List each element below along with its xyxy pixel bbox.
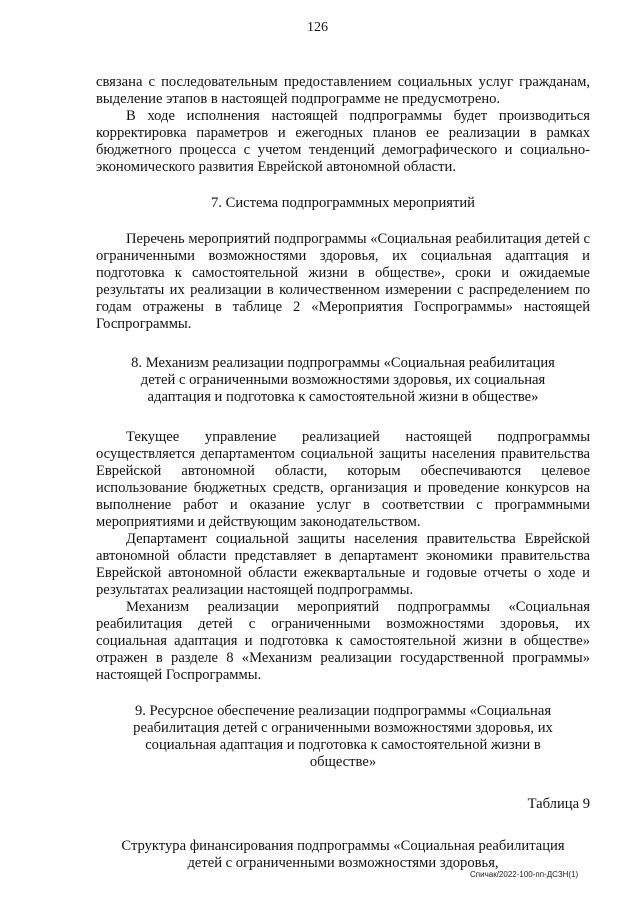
table-title: Структура финансирования подпрограммы «Социальная реабилитация детей с ограниченными возможностями здоровья, xyxy=(121,838,565,871)
section-9-heading: 9. Ресурсное обеспечение реализации подпрограммы «Социальная реабилитация детей с ограниченными возможностями здоровья, их социальная адаптация и подготовка к самостоятельной жизни в обществе» xyxy=(133,703,553,770)
paragraph-activities-list: Перечень мероприятий подпрограммы «Социальная реабилитация детей с ограниченными возможностями здоровья, их социальная адаптация и подготовка к самостоятельной жизни в обществе», сроки и ожидаемые результаты их реализации в количественном измерении с распределением по годам отражены в таблице 2 «Мероприятия Госпрограммы» настоящей Госпрограммы. xyxy=(96,231,590,332)
paragraph-mechanism: Механизм реализации мероприятий подпрограммы «Социальная реабилитация детей с ограниченными возможностями здоровья, их социальная адаптация и подготовка к самостоятельной жизни в обществе» отражен в разделе 8 «Механизм реализации государственной программы» настоящей Госпрограммы. xyxy=(96,599,590,683)
document-body xyxy=(96,74,590,872)
document-footer-code: Спичак/2022-100-пп-ДСЗН(1) xyxy=(470,870,579,879)
section-7-heading: 7. Система подпрограммных мероприятий xyxy=(211,195,475,211)
paragraph-reports: Департамент социальной защиты населения правительства Еврейской автономной области представляет в департамент экономики правительства Еврейской автономной области ежеквартальные и годовые отчеты о ходе и результатах реализации настоящей подпрограммы. xyxy=(96,531,590,598)
table-label: Таблица 9 xyxy=(527,796,590,812)
page-number: 126 xyxy=(307,20,328,35)
paragraph-continuation: связана с последовательным предоставлением социальных услуг гражданам, выделение этапов в настоящей подпрограмме не предусмотрено. xyxy=(96,74,590,107)
paragraph-management: Текущее управление реализацией настоящей подпрограммы осуществляется департаментом социальной защиты населения правительства Еврейской автономной области, которым обеспечиваются целевое использование бюджетных средств, организация и проведение конкурсов на выполнение работ и оказание услуг в соответствии с программными мероприятиями и действующим законодательством. xyxy=(96,429,590,530)
paragraph-correction: В ходе исполнения настоящей подпрограммы будет производиться корректировка параметров и ежегодных планов ее реализации в рамках бюджетного процесса с учетом тенденций демографического и социально-экономического развития Еврейской автономной области. xyxy=(96,108,590,175)
section-8-heading: 8. Механизм реализации подпрограммы «Социальная реабилитация детей с ограниченными возможностями здоровья, их социальная адаптация и подготовка к самостоятельной жизни в обществе» xyxy=(131,355,555,405)
